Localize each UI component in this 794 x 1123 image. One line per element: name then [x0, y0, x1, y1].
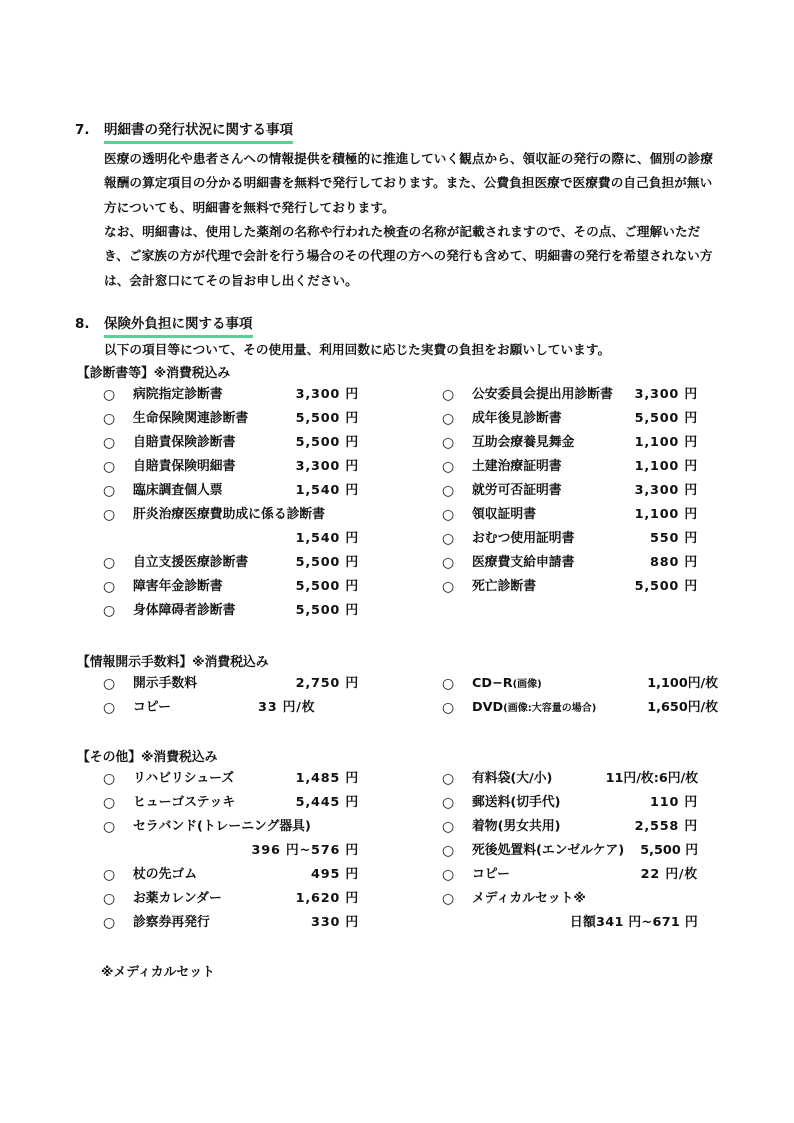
item-label: 郵送料(切手代): [472, 795, 561, 810]
item-price: 33 円/枚: [258, 700, 316, 715]
circle-bullet-icon: ○: [442, 676, 455, 692]
item-label: 病院指定診断書: [133, 387, 223, 402]
item-label: 有料袋(大/小): [472, 771, 553, 786]
item-label: コピー: [133, 700, 171, 715]
circle-bullet-icon: ○: [103, 387, 116, 403]
item-price: 5,500 円: [295, 555, 359, 570]
circle-bullet-icon: ○: [442, 771, 455, 787]
section-8-heading: [75, 315, 253, 338]
section-number: 7.: [75, 122, 90, 138]
section-7-heading: [75, 121, 293, 144]
item-price: 396 円~576 円: [251, 843, 359, 858]
item-price: 日額341 円~671 円: [569, 915, 698, 930]
item-price: 3,300 円: [295, 387, 359, 402]
item-label: 開示手数料: [133, 676, 197, 691]
circle-bullet-icon: ○: [103, 771, 116, 787]
section-8-intro: 以下の項目等について、その使用量、利用回数に応じた実費の負担をお願いしています。: [104, 342, 611, 357]
circle-bullet-icon: ○: [442, 795, 455, 811]
item-label: コピー: [472, 867, 510, 882]
item-price: 1,100 円: [634, 459, 698, 474]
item-price: 3,300 円: [295, 459, 359, 474]
item-price: 5,500 円: [634, 579, 698, 594]
item-label: 自立支援医療診断書: [133, 555, 249, 570]
item-label: リハビリシューズ: [133, 771, 235, 786]
item-label-note: (画像:大容量の場合): [503, 703, 597, 714]
item-label: 土建治療証明書: [472, 459, 562, 474]
item-price: 3,300 円: [634, 387, 698, 402]
circle-bullet-icon: ○: [103, 795, 116, 811]
item-label: 死亡診断書: [472, 579, 536, 594]
item-price: 5,500 円: [640, 843, 698, 858]
item-label-note: (画像): [512, 679, 542, 690]
item-label: 診察券再発行: [133, 915, 210, 930]
item-label: メディカルセット※: [472, 891, 586, 906]
item-price: 1,485 円: [295, 771, 359, 786]
circle-bullet-icon: ○: [442, 700, 455, 716]
circle-bullet-icon: ○: [103, 579, 116, 595]
item-label: 生命保険関連診断書: [133, 411, 249, 426]
item-label: 就労可否証明書: [472, 483, 562, 498]
item-label: 自賠責保険明細書: [133, 459, 236, 474]
circle-bullet-icon: ○: [442, 867, 455, 883]
circle-bullet-icon: ○: [103, 676, 116, 692]
item-price: 2,750 円: [295, 676, 359, 691]
item-price: 1,540 円: [295, 531, 359, 546]
item-price: 11円/枚:6円/枚: [605, 771, 698, 786]
item-price: 5,500 円: [295, 579, 359, 594]
item-price: 495 円: [311, 867, 359, 882]
footnote: ※メディカルセット: [101, 965, 215, 980]
circle-bullet-icon: ○: [103, 507, 116, 523]
item-label: 肝炎治療医療費助成に係る診断書: [133, 507, 325, 522]
item-price: 1,650円/枚: [647, 700, 718, 715]
item-label: DVD: [472, 700, 504, 715]
circle-bullet-icon: ○: [442, 483, 455, 499]
item-label: 臨床調査個人票: [133, 483, 223, 498]
item-price: 880 円: [650, 555, 698, 570]
item-label: おむつ使用証明書: [472, 531, 575, 546]
circle-bullet-icon: ○: [103, 603, 116, 619]
circle-bullet-icon: ○: [103, 819, 116, 835]
item-label: ヒューゴステッキ: [133, 795, 236, 810]
item-label: 公安委員会提出用診断書: [472, 387, 613, 402]
circle-bullet-icon: ○: [103, 483, 116, 499]
circle-bullet-icon: ○: [103, 555, 116, 571]
item-price: 1,620 円: [295, 891, 359, 906]
section-title: 明細書の発行状況に関する事項: [104, 121, 293, 144]
item-label: 互助会療養見舞金: [472, 435, 575, 450]
circle-bullet-icon: ○: [103, 891, 116, 907]
circle-bullet-icon: ○: [442, 843, 455, 859]
circle-bullet-icon: ○: [103, 915, 116, 931]
item-label: 障害年金診断書: [133, 579, 223, 594]
item-price: 3,300 円: [634, 483, 698, 498]
item-price: 5,500 円: [295, 411, 359, 426]
circle-bullet-icon: ○: [442, 531, 455, 547]
item-price: 1,100 円: [634, 435, 698, 450]
item-label: 身体障碍者診断書: [133, 603, 236, 618]
item-label: 領収証明書: [472, 507, 536, 522]
item-price: 5,500 円: [295, 603, 359, 618]
section-7-paragraph-1: 医療の透明化や患者さんへの情報提供を積極的に推進していく観点から、領収証の発行の際に、個別の診療報酬の算定項目の分かる明細書を無料で発行しております。また、公費負担医療で医療費の自己負担が無い方についても、明細書を無料で発行しております。: [104, 151, 714, 215]
circle-bullet-icon: ○: [442, 435, 455, 451]
circle-bullet-icon: ○: [442, 387, 455, 403]
circle-bullet-icon: ○: [442, 459, 455, 475]
certificates-heading: 【診断書等】※消費税込み: [77, 366, 231, 381]
item-label: 着物(男女共用): [472, 819, 561, 834]
item-label: 医療費支給申請書: [472, 555, 575, 570]
section-title: 保険外負担に関する事項: [104, 315, 253, 338]
circle-bullet-icon: ○: [103, 435, 116, 451]
item-price: 550 円: [650, 531, 698, 546]
item-price: 5,500 円: [295, 435, 359, 450]
item-label: お薬カレンダー: [133, 891, 222, 906]
section-7-paragraph-2: なお、明細書は、使用した薬剤の名称や行われた検査の名称が記載されますので、その点、ご理解いただき、ご家族の方が代理で会計を行う場合のその代理の方への発行も含めて、明細書の発行を希望されない方は、会計窓口にてその旨お申し出ください。: [104, 224, 713, 288]
circle-bullet-icon: ○: [103, 411, 116, 427]
circle-bullet-icon: ○: [442, 819, 455, 835]
section-number: 8.: [75, 316, 90, 332]
circle-bullet-icon: ○: [103, 867, 116, 883]
item-label: 死後処置料(エンゼルケア): [472, 843, 625, 858]
item-price: 330 円: [311, 915, 359, 930]
item-label: CD−R: [472, 676, 513, 691]
circle-bullet-icon: ○: [442, 507, 455, 523]
circle-bullet-icon: ○: [442, 579, 455, 595]
item-price: 5,445 円: [295, 795, 359, 810]
item-price: 22 円/枚: [640, 867, 698, 882]
item-label: 杖の先ゴム: [133, 867, 197, 882]
circle-bullet-icon: ○: [442, 411, 455, 427]
item-label: 自賠責保険診断書: [133, 435, 236, 450]
other-heading: 【その他】※消費税込み: [77, 750, 218, 765]
item-price: 1,100円/枚: [647, 676, 718, 691]
circle-bullet-icon: ○: [442, 891, 455, 907]
item-price: 110 円: [650, 795, 698, 810]
item-price: 2,558 円: [634, 819, 698, 834]
item-label: 成年後見診断書: [472, 411, 562, 426]
circle-bullet-icon: ○: [103, 700, 116, 716]
item-price: 1,540 円: [295, 483, 359, 498]
item-price: 5,500 円: [634, 411, 698, 426]
item-label: セラバンド(トレーニング器具): [133, 819, 311, 834]
item-price: 1,100 円: [634, 507, 698, 522]
disclosure-heading: 【情報開示手数料】※消費税込み: [77, 655, 269, 670]
circle-bullet-icon: ○: [103, 459, 116, 475]
circle-bullet-icon: ○: [442, 555, 455, 571]
